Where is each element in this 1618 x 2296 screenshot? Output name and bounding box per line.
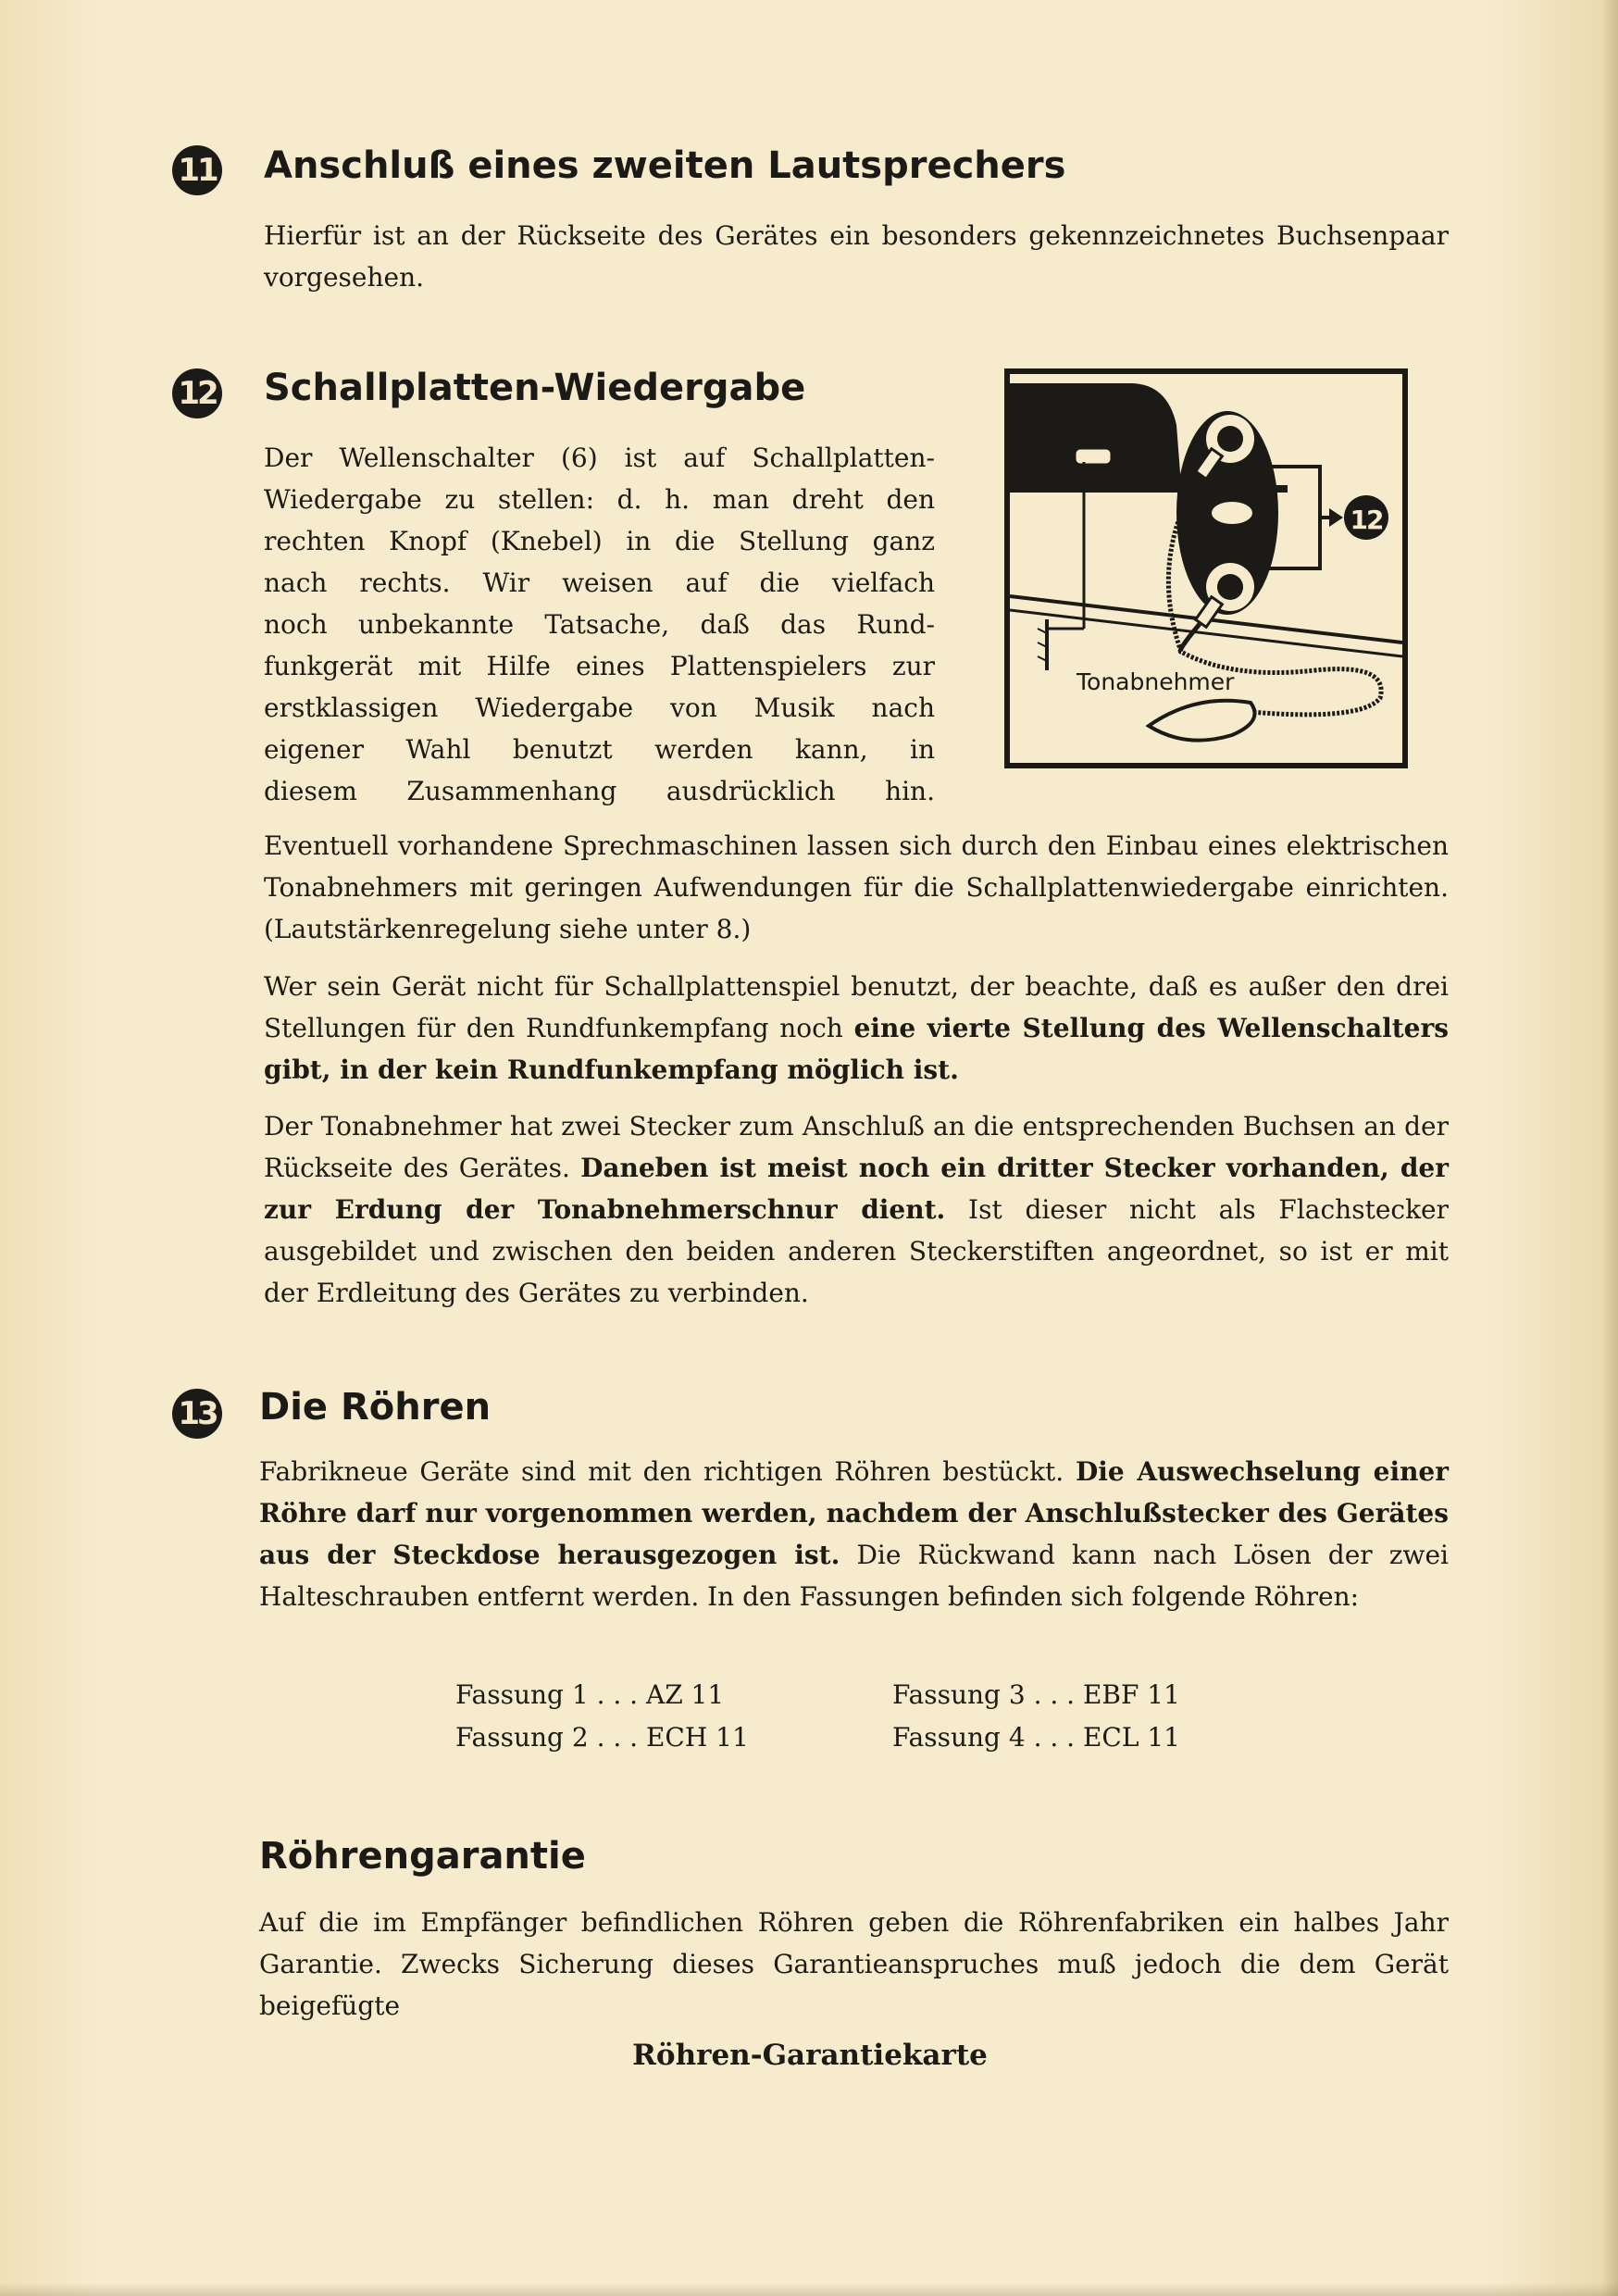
section-number-badge: 11: [172, 145, 222, 195]
text-run: Wer sein Gerät nicht für Schallplattenspiel benutzt, der beachte, daß es außer den drei Stellungen für den Rundfunkempfang noch: [264, 971, 1449, 1043]
section-heading: Anschluß eines zweiten Lautsprechers: [264, 144, 1066, 187]
text-line: erstklassigen Wiedergabe von Musik nach: [264, 693, 935, 723]
tube-socket-item: Fassung 4 . . . ECL 11: [892, 1722, 1180, 1753]
figure-label: Tonabnehmer: [1077, 668, 1235, 695]
section-heading: Die Röhren: [259, 1386, 492, 1429]
phono-connection-illustration: [1010, 374, 1402, 763]
tube-socket-item: Fassung 1 . . . AZ 11: [455, 1679, 725, 1710]
text-run: Fabrikneue Geräte sind mit den richtigen Röhren bestückt.: [259, 1456, 1076, 1487]
text-line: noch unbekannte Tatsache, daß das Rund-: [264, 609, 935, 640]
bold-text-run: eine vierte Stellung des Wellenschalters gibt, in der kein Rundfunkempfang möglich ist.: [264, 1013, 1450, 1085]
section-paragraph: [264, 1105, 1449, 1314]
section-paragraph: [264, 966, 1449, 1091]
section-paragraph: Hierfür ist an der Rückseite des Gerätes ein besonders gekennzeichnetes Buchsenpaar vorgesehen.: [264, 220, 1449, 293]
text-run: Ist dieser nicht als Flachstecker ausgebildet und zwischen den beiden anderen Steckerstiften angeordnet, so ist er mit der Erdleitung des Gerätes zu verbinden.: [264, 1194, 1449, 1308]
text-run: Der Tonabnehmer hat zwei Stecker zum Anschluß an die entsprechenden Buchsen an der Rückseite des Gerätes.: [264, 1111, 1449, 1183]
guarantee-card-title: Röhren-Garantiekarte: [632, 2039, 988, 2072]
section-heading: Röhrengarantie: [259, 1835, 586, 1878]
tube-socket-item: Fassung 3 . . . EBF 11: [892, 1679, 1180, 1710]
tonabnehmer-figure: [1004, 368, 1408, 768]
section-number-badge: 12: [172, 368, 222, 418]
text-line: diesem Zusammenhang ausdrücklich hin.: [264, 776, 935, 806]
tube-socket-item: Fassung 2 . . . ECH 11: [455, 1722, 749, 1753]
section-heading: Schallplatten-Wiedergabe: [264, 367, 806, 409]
bold-text-run: Die Auswechselung einer Röhre darf nur vorgenommen werden, nachdem der Anschlußstecker des Gerätes aus der Steckdose herausgezogen ist.: [259, 1456, 1449, 1570]
section-paragraph-narrow: [264, 437, 935, 812]
section-paragraph: Auf die im Empfänger befindlichen Röhren geben die Röhrenfabriken ein halbes Jahr Garantie. Zwecks Sicherung dieses Garantieanspruches muß jedoch die dem Gerät beigefügte: [259, 1907, 1449, 2021]
text-line: funkgerät mit Hilfe eines Plattenspielers zur: [264, 651, 935, 681]
figure-badge: 12: [1350, 505, 1383, 535]
text-run: Die Rückwand kann nach Lösen der zwei Halteschrauben entfernt werden. In den Fassungen befinden sich folgende Röhren:: [259, 1540, 1450, 1612]
section-paragraph: [259, 1451, 1449, 1617]
bold-text-run: Daneben ist meist noch ein dritter Stecker vorhanden, der zur Erdung der Tonabnehmerschnur dient.: [264, 1153, 1449, 1225]
text-line: eigener Wahl benutzt werden kann, in: [264, 734, 935, 765]
section-paragraph: Eventuell vorhandene Sprechmaschinen lassen sich durch den Einbau eines elektrischen Tonabnehmers mit geringen Aufwendungen für die Schallplattenwiedergabe einrichten. (Lautstärkenregelung siehe unter 8.): [264, 830, 1449, 944]
page-edge-right: [1601, 0, 1618, 2296]
text-line: Der Wellenschalter (6) ist auf Schallplatten-: [264, 443, 935, 473]
page-edge-bottom: [0, 2283, 1618, 2296]
text-line: rechten Knopf (Knebel) in die Stellung ganz: [264, 526, 935, 556]
text-line: nach rechts. Wir weisen auf die vielfach: [264, 568, 935, 598]
section-number-badge: 13: [172, 1389, 222, 1439]
text-line: Wiedergabe zu stellen: d. h. man dreht den: [264, 484, 935, 515]
